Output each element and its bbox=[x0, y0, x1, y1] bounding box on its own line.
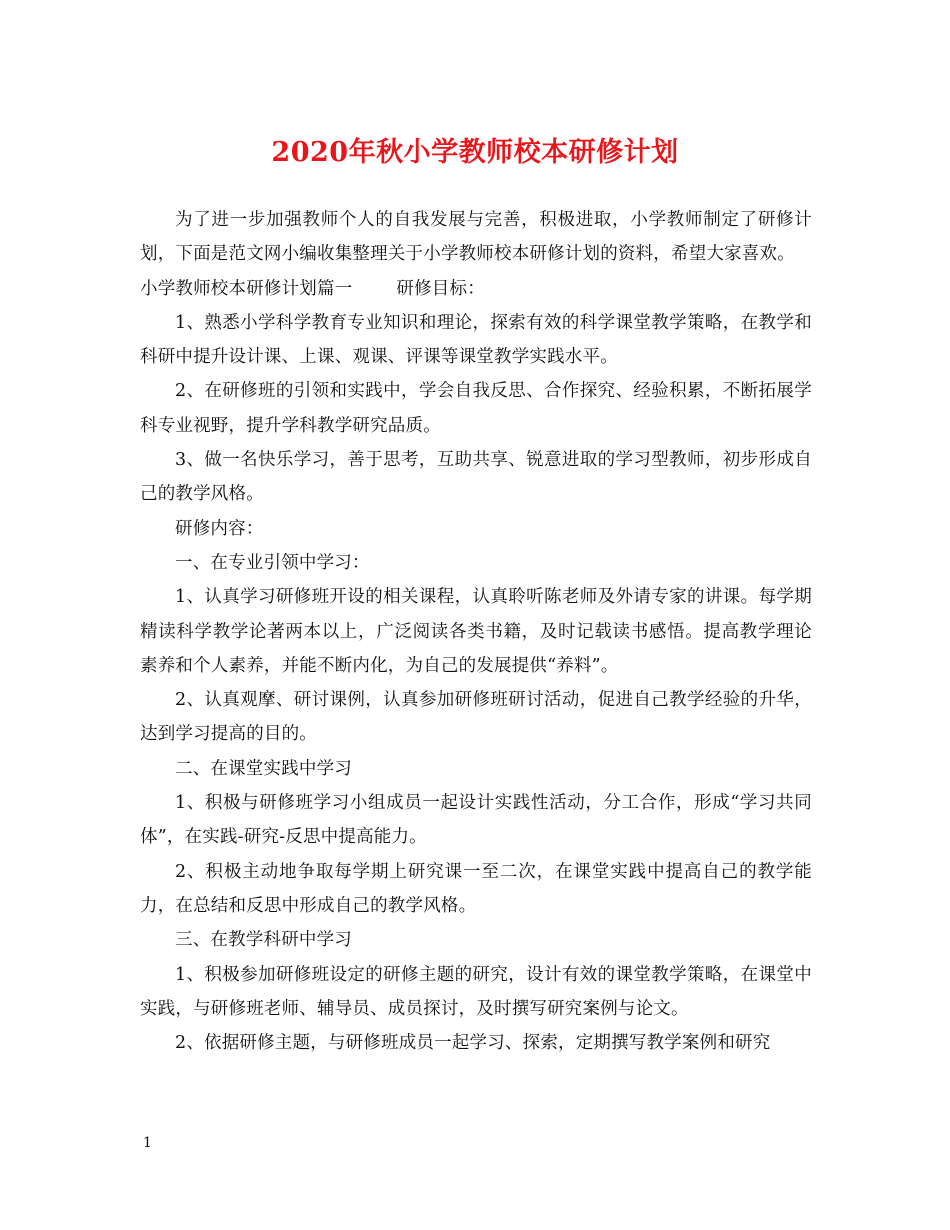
goal-item: 3、做一名快乐学习，善于思考，互助共享、锐意进取的学习型教师，初步形成自己的教学风格。 bbox=[140, 450, 812, 505]
goal-item: 2、在研修班的引领和实践中，学会自我反思、合作探究、经验积累，不断拓展学科专业视野，提升学科教学研究品质。 bbox=[140, 381, 812, 436]
part3-item: 1、积极参加研修班设定的研修主题的研究，设计有效的课堂教学策略，在课堂中实践，与研修班老师、辅导员、成员探讨，及时撰写研究案例与论文。 bbox=[140, 964, 812, 1019]
part2-item: 2、积极主动地争取每学期上研究课一至二次，在课堂实践中提高自己的教学能力，在总结和反思中形成自己的教学风格。 bbox=[140, 861, 812, 916]
section-subheading: 研修目标： bbox=[396, 278, 485, 299]
document-body bbox=[140, 203, 812, 1060]
section-heading: 小学教师校本研修计划篇一 bbox=[140, 278, 353, 299]
section-heading-line bbox=[140, 272, 812, 306]
intro-paragraph: 为了进一步加强教师个人的自我发展与完善，积极进取，小学教师制定了研修计划，下面是范文网小编收集整理关于小学教师校本研修计划的资料，希望大家喜欢。 bbox=[140, 210, 812, 265]
part1-item: 1、认真学习研修班开设的相关课程，认真聆听陈老师及外请专家的讲课。每学期精读科学教学论著两本以上，广泛阅读各类书籍，及时记载读书感悟。提高教学理论素养和个人素养，并能不断内化，为自己的发展提供“养料”。 bbox=[140, 587, 812, 676]
part1-heading: 一、在专业引领中学习： bbox=[175, 552, 370, 573]
part1-item: 2、认真观摩、研讨课例，认真参加研修班研讨活动，促进自己教学经验的升华，达到学习提高的目的。 bbox=[140, 690, 812, 745]
part2-item: 1、积极与研修班学习小组成员一起设计实践性活动，分工合作，形成“学习共同体”，在实践-研究-反思中提高能力。 bbox=[140, 793, 812, 848]
content-heading: 研修内容： bbox=[175, 518, 264, 539]
page-number: 1 bbox=[143, 1135, 152, 1151]
document-title: 2020年秋小学教师校本研修计划 bbox=[271, 137, 679, 168]
goal-item: 1、熟悉小学科学教育专业知识和理论，探索有效的科学课堂教学策略，在教学和科研中提升设计课、上课、观课、评课等课堂教学实践水平。 bbox=[140, 312, 812, 368]
part2-heading: 二、在课堂实践中学习 bbox=[175, 758, 352, 779]
part3-heading: 三、在教学科研中学习 bbox=[175, 930, 352, 951]
part3-item: 2、依据研修主题，与研修班成员一起学习、探索，定期撰写教学案例和研究 bbox=[175, 1033, 771, 1054]
